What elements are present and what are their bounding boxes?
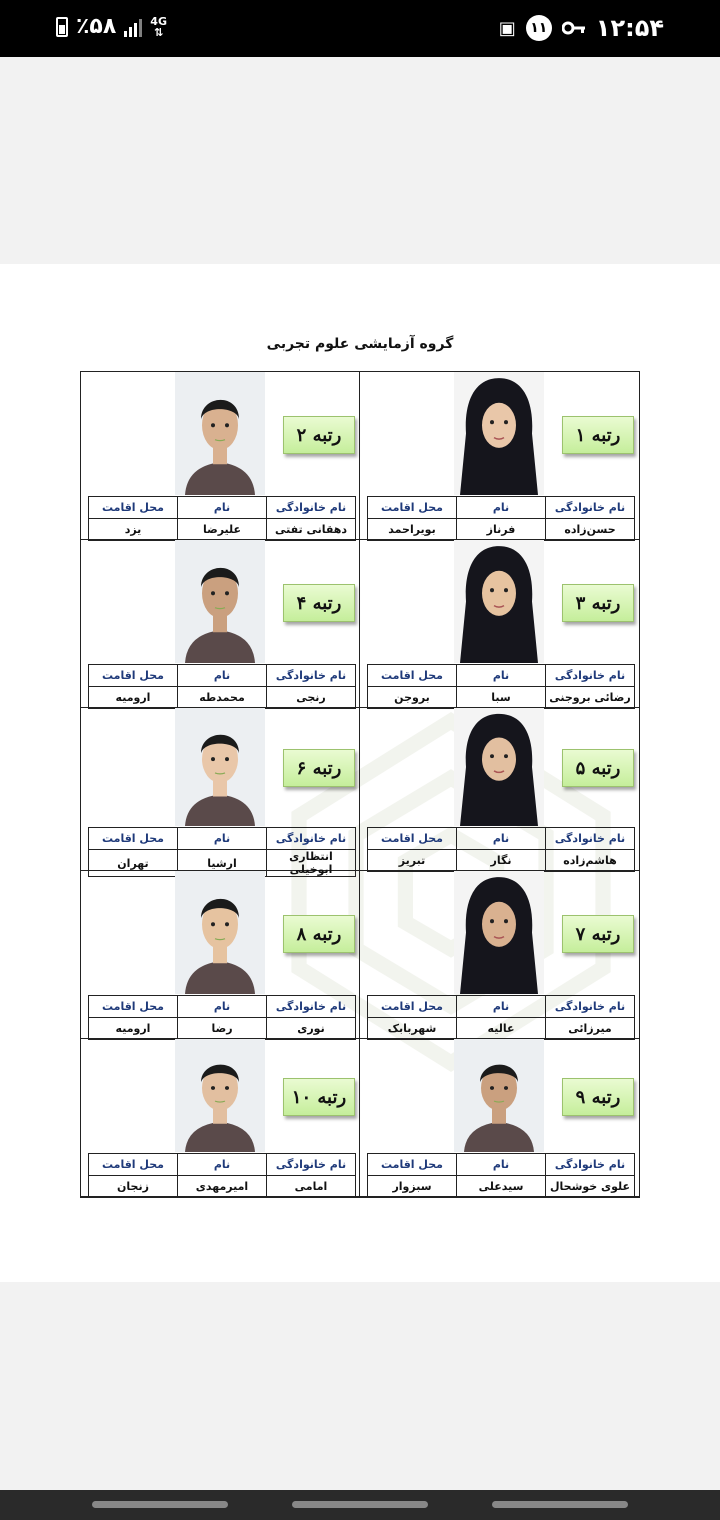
name-value: عالیه	[457, 1018, 546, 1040]
battery-level: ٪۵۸	[76, 14, 117, 39]
student-photo	[454, 708, 544, 826]
rank-badge: رتبه ۴	[283, 584, 355, 622]
name-header: نام	[178, 828, 267, 850]
student-card	[81, 708, 360, 876]
family-header: نام خانوادگی	[546, 665, 635, 687]
rank-badge: رتبه ۶	[283, 749, 355, 787]
rank-badge: رتبه ۳	[562, 584, 634, 622]
student-photo	[175, 1039, 265, 1152]
family-header: نام خانوادگی	[267, 497, 356, 519]
name-header: نام	[457, 665, 546, 687]
family-value: حسن‌زاده	[546, 519, 635, 541]
city-value: تهران	[89, 850, 178, 877]
status-left	[56, 14, 167, 39]
name-header: نام	[457, 1154, 546, 1176]
family-value: هاشم‌زاده	[546, 850, 635, 872]
city-value: ارومیه	[89, 1018, 178, 1040]
student-card	[81, 1039, 360, 1197]
family-value: میرزائی	[546, 1018, 635, 1040]
student-info-table	[88, 496, 356, 541]
name-value: سیدعلی	[457, 1176, 546, 1198]
city-header: محل اقامت	[89, 665, 178, 687]
rank-badge: رتبه ۱	[562, 416, 634, 454]
student-info-table	[367, 995, 635, 1040]
name-header: نام	[457, 497, 546, 519]
student-info-table	[88, 995, 356, 1040]
family-value: انتظاری ابوخیلی	[267, 850, 356, 877]
family-header: نام خانوادگی	[267, 996, 356, 1018]
city-header: محل اقامت	[368, 665, 457, 687]
city-value: یزد	[89, 519, 178, 541]
city-header: محل اقامت	[89, 1154, 178, 1176]
student-info-table	[88, 664, 356, 709]
family-header: نام خانوادگی	[546, 996, 635, 1018]
family-value: رنجی	[267, 687, 356, 709]
student-photo	[454, 871, 544, 994]
city-value: بروجن	[368, 687, 457, 709]
student-info-table	[367, 827, 635, 872]
student-photo	[454, 372, 544, 495]
student-card	[360, 708, 640, 871]
name-value: ارشیا	[178, 850, 267, 877]
nav-recents-button[interactable]	[92, 1501, 228, 1508]
student-photo	[175, 871, 265, 994]
student-photo	[175, 540, 265, 663]
clock: ۱۲:۵۴	[595, 14, 664, 42]
status-right	[499, 14, 664, 42]
rank-badge: رتبه ۵	[562, 749, 634, 787]
student-photo	[454, 540, 544, 663]
name-header: نام	[178, 1154, 267, 1176]
family-header: نام خانوادگی	[267, 1154, 356, 1176]
nav-home-button[interactable]	[292, 1501, 428, 1508]
student-card	[360, 871, 640, 1039]
student-info-table	[88, 1153, 356, 1198]
city-header: محل اقامت	[89, 497, 178, 519]
rank-badge: رتبه ۲	[283, 416, 355, 454]
student-info-table	[367, 496, 635, 541]
city-value: بویراحمد	[368, 519, 457, 541]
name-value: امیرمهدی	[178, 1176, 267, 1198]
student-card	[81, 871, 360, 1039]
notification-count: ۱۱	[526, 15, 552, 41]
city-value: سبزوار	[368, 1176, 457, 1198]
name-value: علیرضا	[178, 519, 267, 541]
name-header: نام	[178, 665, 267, 687]
city-header: محل اقامت	[368, 828, 457, 850]
city-header: محل اقامت	[368, 996, 457, 1018]
signal-icon	[124, 17, 142, 37]
navigation-bar	[0, 1490, 720, 1520]
rank-badge: رتبه ۹	[562, 1078, 634, 1116]
student-card	[81, 372, 360, 540]
family-value: رضائی بروجنی	[546, 687, 635, 709]
calendar-icon: ▣	[498, 17, 516, 39]
student-card	[360, 540, 640, 708]
city-value: زنجان	[89, 1176, 178, 1198]
name-value: محمدطه	[178, 687, 267, 709]
family-header: نام خانوادگی	[546, 1154, 635, 1176]
student-card	[360, 1039, 640, 1197]
name-header: نام	[457, 828, 546, 850]
student-card	[81, 540, 360, 708]
family-header: نام خانوادگی	[267, 828, 356, 850]
network-type: 4G ⇅	[150, 14, 167, 39]
name-value: رضا	[178, 1018, 267, 1040]
city-header: محل اقامت	[89, 828, 178, 850]
family-value: نوری	[267, 1018, 356, 1040]
document-page	[0, 264, 720, 1282]
student-info-table	[367, 664, 635, 709]
student-info-table	[367, 1153, 635, 1198]
family-value: علوی خوشحال	[546, 1176, 635, 1198]
name-header: نام	[178, 497, 267, 519]
city-value: ارومیه	[89, 687, 178, 709]
name-value: فرناز	[457, 519, 546, 541]
name-value: سبا	[457, 687, 546, 709]
family-value: امامی	[267, 1176, 356, 1198]
family-header: نام خانوادگی	[267, 665, 356, 687]
student-card	[360, 372, 640, 540]
student-info-table	[88, 827, 356, 877]
name-header: نام	[457, 996, 546, 1018]
rank-badge: رتبه ۸	[283, 915, 355, 953]
student-photo	[175, 708, 265, 826]
name-header: نام	[178, 996, 267, 1018]
family-header: نام خانوادگی	[546, 497, 635, 519]
city-value: تبریز	[368, 850, 457, 872]
rank-badge: رتبه ۷	[562, 915, 634, 953]
ranking-grid	[80, 371, 640, 1198]
status-bar	[0, 0, 720, 57]
page-title: گروه آزمایشی علوم تجربی	[266, 336, 454, 352]
key-icon	[562, 21, 586, 35]
city-value: شهربابک	[368, 1018, 457, 1040]
family-header: نام خانوادگی	[546, 828, 635, 850]
city-header: محل اقامت	[368, 1154, 457, 1176]
city-header: محل اقامت	[89, 996, 178, 1018]
city-header: محل اقامت	[368, 497, 457, 519]
battery-icon	[56, 17, 68, 37]
family-value: دهقانی تفتی	[267, 519, 356, 541]
name-value: نگار	[457, 850, 546, 872]
student-photo	[454, 1039, 544, 1152]
nav-back-button[interactable]	[492, 1501, 628, 1508]
rank-badge: رتبه ۱۰	[283, 1078, 355, 1116]
student-photo	[175, 372, 265, 495]
